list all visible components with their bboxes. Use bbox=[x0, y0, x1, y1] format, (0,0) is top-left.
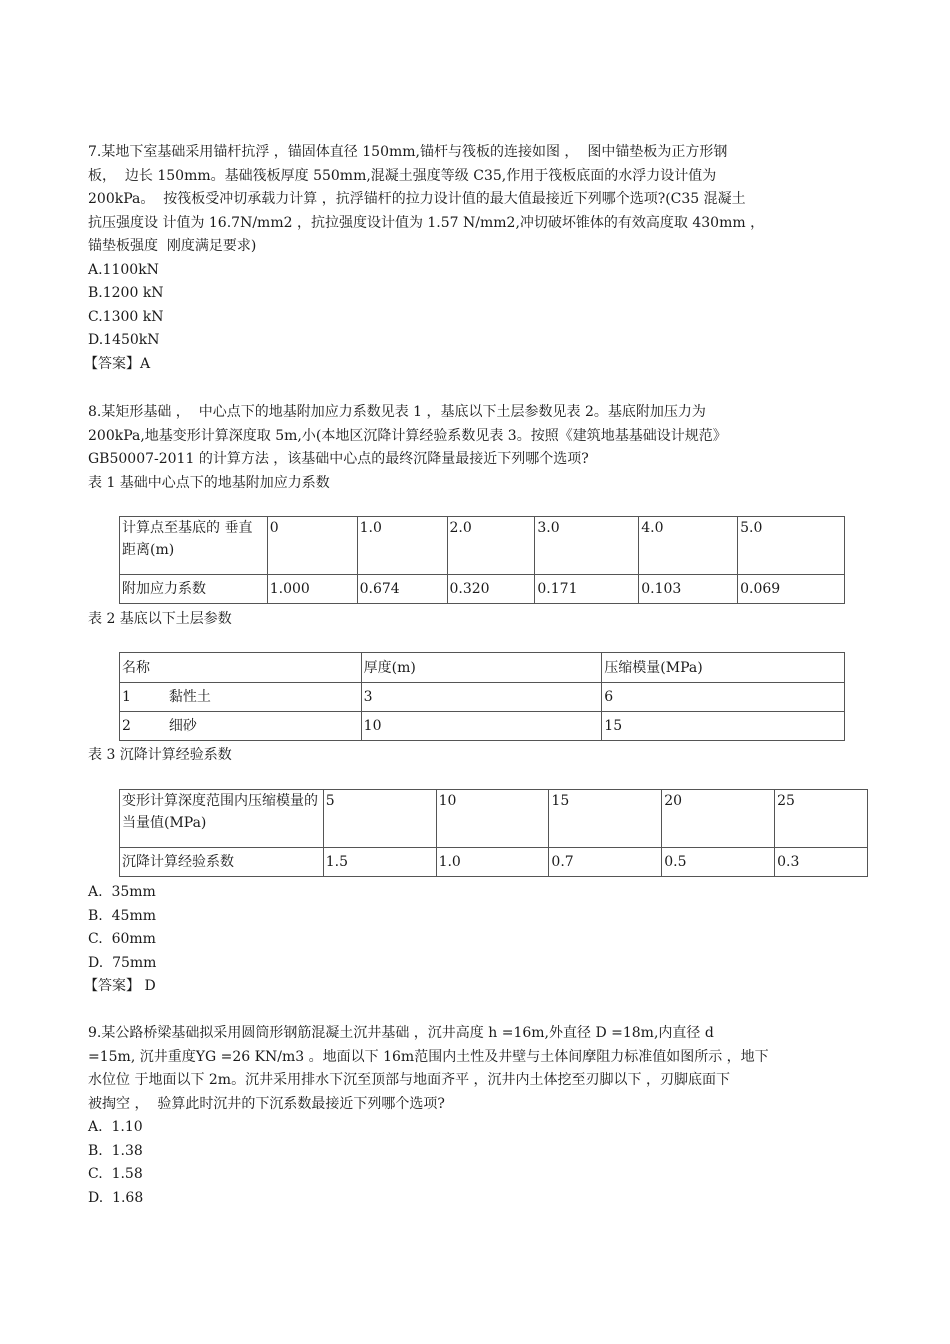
option-b: B. 45mm bbox=[88, 907, 157, 924]
question-7-line: 板， 边长 150mm。基础筏板厚度 550mm,混凝土强度等级 C35,作用于筏板底面的水浮力设计值为 bbox=[88, 167, 717, 184]
table-2 bbox=[119, 652, 845, 741]
question-9-line: 水位位 于地面以下 2m。沉井采用排水下沉至顶部与地面齐平 ，沉井内土体挖至刃脚以下 ，刃脚底面下 bbox=[88, 1072, 730, 1088]
question-9-line: 9.某公路桥梁基础拟采用圆筒形钢筋混凝土沉井基础 ，沉井高度 h =16m,外直径 D =18m,内直径 d bbox=[88, 1025, 714, 1041]
table-cell: 1.0 bbox=[357, 517, 447, 575]
layer-name: 细砂 bbox=[168, 718, 197, 734]
table-cell: 0.320 bbox=[447, 575, 535, 604]
table-3-caption-block bbox=[88, 744, 868, 768]
table-cell: 0.103 bbox=[639, 575, 738, 604]
table-cell: 5 bbox=[323, 790, 436, 848]
table-cell bbox=[120, 712, 362, 741]
question-9-line: =15m, 沉井重度YG =26 KN/m3 。地面以下 16m范围内土性及井壁与土体间摩阻力标准值如图所示 ，地下 bbox=[88, 1048, 769, 1065]
table-header-cell: 压缩模量(MPa) bbox=[602, 653, 845, 683]
table-cell: 2.0 bbox=[447, 517, 535, 575]
table-cell: 15 bbox=[602, 712, 845, 741]
table-1-caption: 表 1 基础中心点下的地基附加应力系数 bbox=[88, 474, 330, 491]
table-cell: 1.0 bbox=[436, 848, 549, 877]
option-d: D. 1.68 bbox=[88, 1189, 144, 1206]
table-row bbox=[120, 683, 845, 712]
table-cell: 0.674 bbox=[357, 575, 447, 604]
table-header-cell: 厚度(m) bbox=[361, 653, 602, 683]
table-2-caption-block bbox=[88, 608, 868, 632]
table-cell: 3 bbox=[361, 683, 602, 712]
table-3 bbox=[119, 789, 868, 877]
table-3-caption: 表 3 沉降计算经验系数 bbox=[88, 747, 232, 763]
table-cell: 0 bbox=[267, 517, 357, 575]
option-d: D. 75mm bbox=[88, 954, 157, 971]
question-7 bbox=[84, 141, 868, 376]
question-9 bbox=[88, 1022, 868, 1210]
option-a: A. 1.10 bbox=[88, 1119, 143, 1135]
table-cell: 0.069 bbox=[738, 575, 845, 604]
table-cell: 20 bbox=[662, 790, 775, 848]
answer-line: 【答案】 D bbox=[84, 978, 156, 994]
table-cell: 计算点至基底的 垂直距离(m) bbox=[120, 517, 268, 575]
layer-number: 2 bbox=[122, 718, 131, 734]
question-7-line: 抗压强度设 计值为 16.7N/mm2 ，抗拉强度设计值为 1.57 N/mm2,冲切破坏锥体的有效高度取 430mm ， bbox=[88, 214, 765, 231]
question-7-line: 锚垫板强度 刚度满足要求) bbox=[88, 238, 257, 254]
option-c: C. 60mm bbox=[88, 931, 156, 947]
table-cell: 1.5 bbox=[323, 848, 436, 877]
table-cell: 10 bbox=[436, 790, 549, 848]
layer-name: 黏性土 bbox=[168, 689, 211, 705]
layer-number: 1 bbox=[122, 689, 131, 705]
question-7-line: 7.某地下室基础采用锚杆抗浮 ，锚固体直径 150mm,锚杆与筏板的连接如图 ， 图中锚垫板为正方形钢 bbox=[88, 144, 728, 160]
table-cell: 沉降计算经验系数 bbox=[120, 848, 324, 877]
question-8-options bbox=[84, 881, 868, 999]
table-row bbox=[120, 712, 845, 741]
option-b: B.1200 kN bbox=[88, 285, 164, 301]
table-row bbox=[120, 653, 845, 683]
table-row bbox=[120, 848, 868, 877]
question-8-line: 200kPa,地基变形计算深度取 5m,小(本地区沉降计算经验系数见表 3。按照《建筑地基基础设计规范》 bbox=[88, 427, 727, 444]
table-cell: 1.000 bbox=[267, 575, 357, 604]
table-cell: 6 bbox=[602, 683, 845, 712]
option-d: D.1450kN bbox=[88, 332, 160, 348]
question-8 bbox=[88, 401, 868, 495]
table-cell: 变形计算深度范围内压缩模量的当量值(MPa) bbox=[120, 790, 324, 848]
answer-line: 【答案】A bbox=[84, 355, 151, 372]
table-header-cell: 名称 bbox=[120, 653, 362, 683]
question-8-line: GB50007-2011 的计算方法 ，该基础中心点的最终沉降量最接近下列哪个选项? bbox=[88, 451, 589, 467]
table-cell: 10 bbox=[361, 712, 602, 741]
table-cell bbox=[120, 683, 362, 712]
table-2-caption: 表 2 基底以下土层参数 bbox=[88, 611, 232, 627]
option-a: A.1100kN bbox=[88, 261, 159, 278]
table-cell: 附加应力系数 bbox=[120, 575, 268, 604]
table-cell: 0.3 bbox=[775, 848, 868, 877]
question-8-line: 8.某矩形基础 ， 中心点下的地基附加应力系数见表 1 ，基底以下土层参数见表 2。基底附加压力为 bbox=[88, 404, 706, 420]
option-b: B. 1.38 bbox=[88, 1142, 143, 1159]
question-9-line: 被掏空 ， 验算此时沉井的下沉系数最接近下列哪个选项? bbox=[88, 1095, 445, 1112]
option-a: A. 35mm bbox=[88, 884, 156, 900]
table-row bbox=[120, 790, 868, 848]
table-cell: 25 bbox=[775, 790, 868, 848]
table-cell: 0.171 bbox=[535, 575, 639, 604]
question-7-line: 200kPa。 按筏板受冲切承载力计算 ，抗浮锚杆的拉力设计值的最大值最接近下列哪个选项?(C35 混凝土 bbox=[88, 191, 746, 207]
table-cell: 4.0 bbox=[639, 517, 738, 575]
table-cell: 0.5 bbox=[662, 848, 775, 877]
table-row bbox=[120, 575, 845, 604]
option-c: C. 1.58 bbox=[88, 1166, 143, 1182]
table-cell: 0.7 bbox=[549, 848, 662, 877]
table-1 bbox=[119, 516, 845, 604]
option-c: C.1300 kN bbox=[88, 308, 164, 325]
table-row bbox=[120, 517, 845, 575]
table-cell: 15 bbox=[549, 790, 662, 848]
table-cell: 5.0 bbox=[738, 517, 845, 575]
table-cell: 3.0 bbox=[535, 517, 639, 575]
